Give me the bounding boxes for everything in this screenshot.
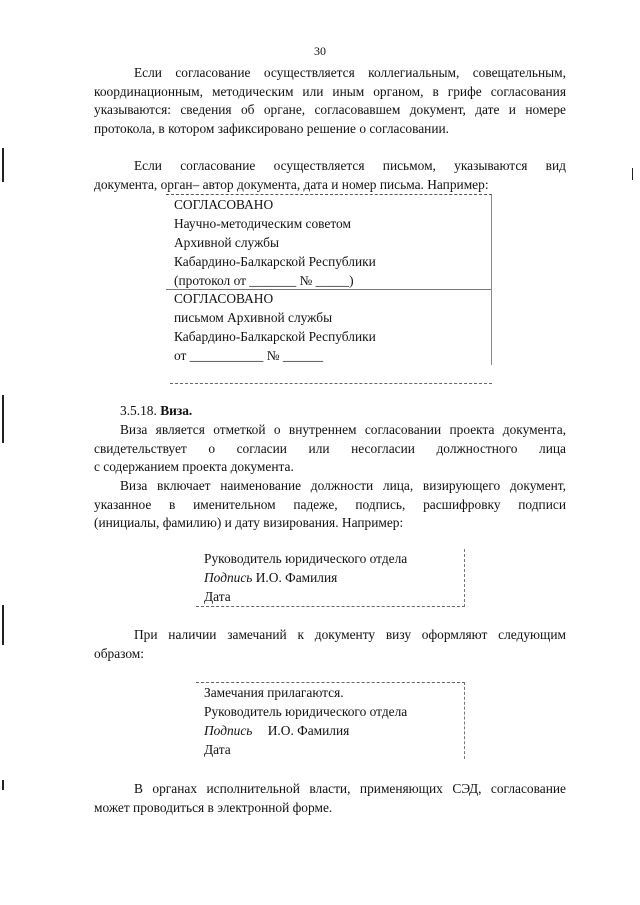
stamp-line: письмом Архивной службы <box>174 310 333 325</box>
visa-example <box>196 549 465 607</box>
text-line: с содержанием проекта документа. <box>94 459 294 475</box>
text-line: указываются: сведения об органе, согласовавшем документ, дате и номере <box>94 102 566 118</box>
stamp-line: Кабардино-Балкарской Республики <box>174 254 376 269</box>
stamp-line: СОГЛАСОВАНО <box>174 197 274 212</box>
stamp-line: Архивной службы <box>174 235 279 250</box>
text-line: координационным, методическим или иным органом, в грифе согласования <box>94 83 566 99</box>
text-line: Если согласование осуществляется письмом, указываются вид <box>134 158 566 173</box>
text-line: При наличии замечаний к документу визу оформляют следующим <box>134 627 566 642</box>
text-line: может проводиться в электронной форме. <box>94 799 333 815</box>
stamp-line: от ___________ № ______ <box>174 348 324 363</box>
section-title: Виза. <box>160 403 193 418</box>
section-number: 3.5.18. <box>120 403 157 418</box>
text-line: протокола, в котором зафиксировано решение о согласовании. <box>94 120 450 136</box>
text-line: (инициалы, фамилию) и дату визирования. Например: <box>94 515 404 531</box>
visa-position: Руководитель юридического отдела <box>204 704 408 719</box>
visa-with-remarks-example <box>196 682 465 759</box>
paragraph-letter-approval <box>94 157 566 194</box>
paragraph-visa-definition <box>94 421 566 477</box>
visa-position: Руководитель юридического отдела <box>204 551 408 566</box>
page-number: 30 <box>314 44 326 58</box>
scan-margin-mark <box>2 395 4 443</box>
text-line: документа, орган– автор документа, дата и номер письма. Например: <box>94 176 489 192</box>
text-line: Виза включает наименование должности лица, визирующего документ, <box>120 478 566 493</box>
visa-date: Дата <box>204 742 231 757</box>
stamp-line: Кабардино-Балкарской Республики <box>174 329 376 344</box>
text-line: свидетельствует о согласии или несогласии должностного лица <box>94 440 566 456</box>
scan-margin-mark <box>2 605 4 645</box>
signer-name: И.О. Фамилия <box>267 723 350 738</box>
scan-margin-mark <box>632 168 633 180</box>
scan-margin-mark <box>2 148 4 182</box>
text-line: Виза является отметкой о внутреннем согласовании проекта документа, <box>120 422 566 437</box>
stamp-line: СОГЛАСОВАНО <box>174 291 274 306</box>
signature-label: Подпись <box>204 723 253 738</box>
signer-name: И.О. Фамилия <box>255 570 338 585</box>
text-line: В органах исполнительной власти, применяющих СЭД, согласование <box>134 781 566 796</box>
text-line: образом: <box>94 645 144 661</box>
stamp-line: (протокол от _______ № _____) <box>174 273 354 288</box>
visa-date: Дата <box>204 589 231 604</box>
approval-stamp-letter <box>166 289 492 365</box>
text-line: указанное в именительном падеже, подпись, расшифровку подписи <box>94 496 566 512</box>
paragraph-collegial-approval <box>94 64 566 138</box>
text-line: Если согласование осуществляется коллегиальным, совещательным, <box>134 65 566 80</box>
stamp-bottom-rule <box>170 383 492 384</box>
scan-margin-mark <box>2 780 4 790</box>
signature-label: Подпись <box>204 570 253 585</box>
paragraph-visa-contents <box>94 477 566 533</box>
visa-signature-line <box>196 568 464 587</box>
visa-remarks: Замечания прилагаются. <box>204 685 344 700</box>
approval-stamp-protocol <box>166 194 492 290</box>
visa-signature-line <box>196 721 464 740</box>
section-heading <box>120 402 420 421</box>
stamp-line: Научно-методическим советом <box>174 216 351 231</box>
paragraph-electronic-approval <box>94 780 566 817</box>
paragraph-visa-with-remarks <box>94 626 566 663</box>
